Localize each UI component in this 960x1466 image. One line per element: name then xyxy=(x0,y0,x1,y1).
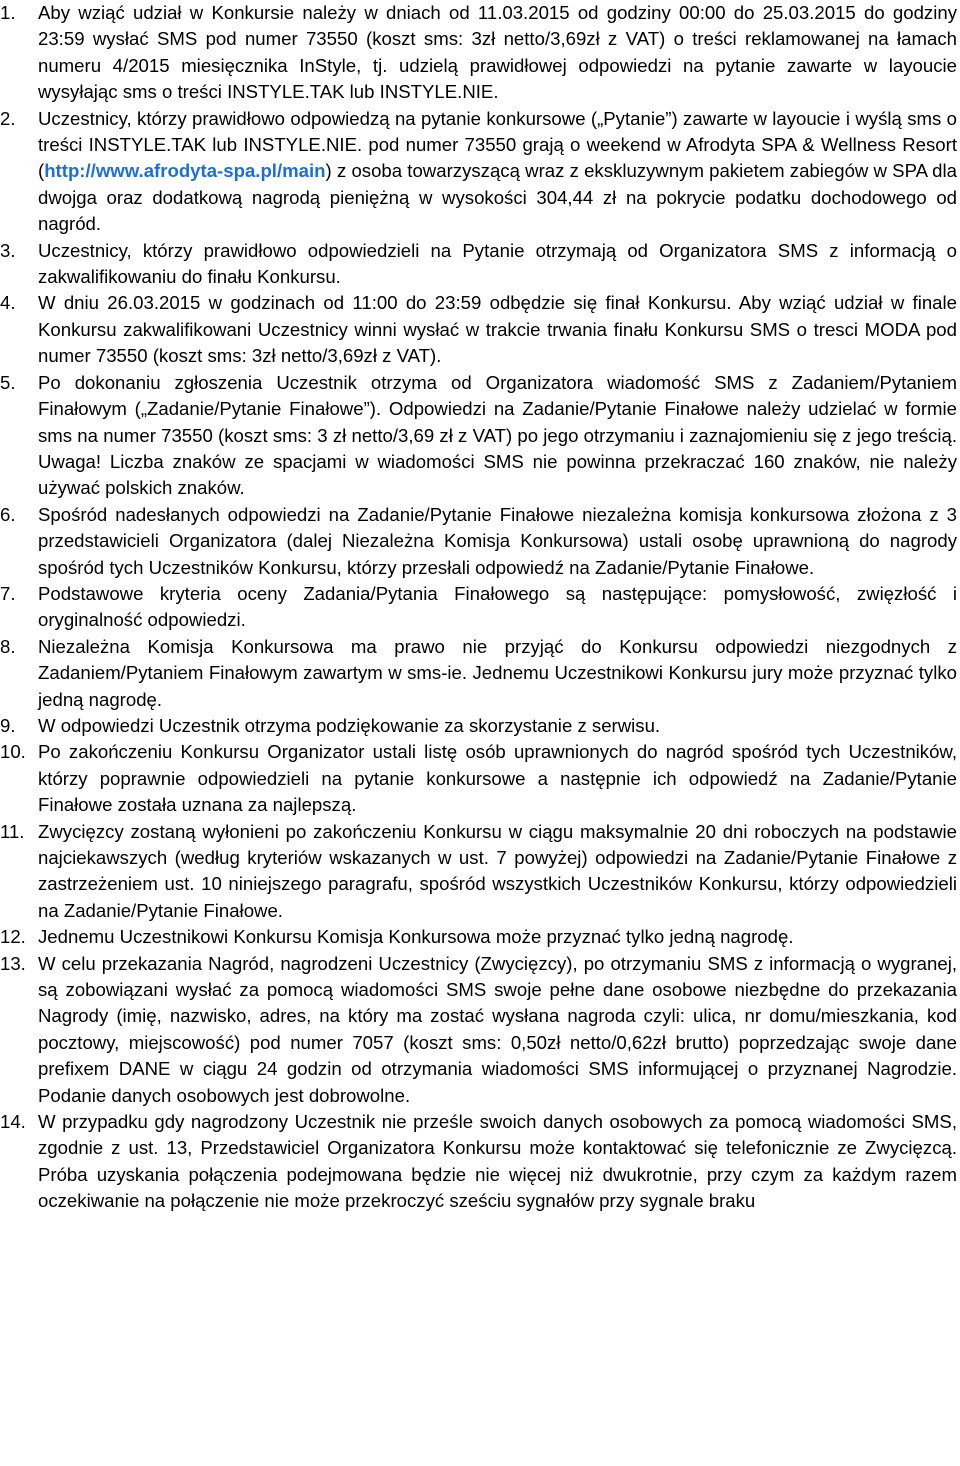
item-number: 14. xyxy=(0,1111,26,1133)
item-text: Po zakończeniu Konkursu Organizator ustali listę osób uprawnionych do nagród spośród tych Uczestników, którzy poprawnie odpowiedzieli na pytanie konkursowe a następnie ich odpowiedź na Zadanie/Pytanie Finałowe została uznana za najlepszą. xyxy=(38,741,957,816)
afrodyta-spa-link[interactable]: http://www.afrodyta-spa.pl/main xyxy=(44,160,326,182)
list-item xyxy=(0,290,957,369)
item-number: 6. xyxy=(0,503,16,525)
list-item xyxy=(0,502,957,581)
list-item xyxy=(0,739,957,818)
item-number: 1. xyxy=(0,2,16,23)
list-item xyxy=(0,238,957,291)
item-number: 8. xyxy=(0,635,16,657)
item-number: 11. xyxy=(0,820,25,842)
list-item xyxy=(0,1109,957,1215)
item-number: 2. xyxy=(0,107,16,129)
item-number: 10. xyxy=(0,741,26,763)
item-number: 5. xyxy=(0,371,16,393)
item-text: Niezależna Komisja Konkursowa ma prawo nie przyjąć do Konkursu odpowiedzi niezgodnych z Zadaniem/Pytaniem Finałowym zawartym w sms-ie. Jednemu Uczestnikowi Konkursu jury może przyznać tylko jedną nagrodę. xyxy=(38,635,957,710)
item-text: Po dokonaniu zgłoszenia Uczestnik otrzyma od Organizatora wiadomość SMS z Zadaniem/Pytaniem Finałowym („Zadanie/Pytanie Finałowe”). Odpowiedzi na Zadanie/Pytanie Finałowe należy udzielać w formie sms na numer 73550 (koszt sms: 3 zł netto/3,69 zł z VAT) po jego otrzymaniu i zaznajomieniu się z jego treścią. Uwaga! Liczba znaków ze spacjami w wiadomości SMS nie powinna przekraczać 160 znaków, nie należy używać polskich znaków. xyxy=(38,371,957,499)
list-item xyxy=(0,713,957,739)
item-text-part: Uczestnicy, którzy prawidłowo odpowiedzą na pytanie konkursowe („Pytanie”) zawarte w layoucie i wyślą sms o treści INSTYLE.TAK lub INSTYLE.NIE. pod numer 73550 grają o weekend w Afrodyta SPA & Wellness Resort ( xyxy=(38,107,957,182)
list-item xyxy=(0,0,957,106)
item-text: W odpowiedzi Uczestnik otrzyma podziękowanie za skorzystanie z serwisu. xyxy=(38,714,661,736)
list-item xyxy=(0,924,957,950)
item-text xyxy=(38,106,957,238)
item-text: Uczestnicy, którzy prawidłowo odpowiedzieli na Pytanie otrzymają od Organizatora SMS z informacją o zakwalifikowaniu do finału Konkursu. xyxy=(38,239,957,288)
list-item xyxy=(0,581,957,634)
item-text: Spośród nadesłanych odpowiedzi na Zadanie/Pytanie Finałowe niezależna komisja konkursowa złożona z 3 przedstawicieli Organizatora (dalej Niezależna Komisja Konkursowa) ustali osobę uprawnioną do nagrody spośród tych Uczestników Konkursu, którzy przesłali odpowiedź na Zadanie/Pytanie Finałowe. xyxy=(38,503,957,578)
item-number: 13. xyxy=(0,952,26,974)
list-item xyxy=(0,819,957,925)
item-number: 9. xyxy=(0,714,16,736)
list-item xyxy=(0,106,957,238)
item-number: 7. xyxy=(0,582,16,604)
item-text: Aby wziąć udział w Konkursie należy w dniach od 11.03.2015 od godziny 00:00 do 25.03.2015 do godziny 23:59 wysłać SMS pod numer 73550 (koszt sms: 3zł netto/3,69zł z VAT) o treści reklamowanej na łamach numeru 4/2015 miesięcznika InStyle, tj. udzielą prawidłowej odpowiedzi na pytanie zawarte w layoucie wysyłając sms o treści INSTYLE.TAK lub INSTYLE.NIE. xyxy=(38,2,957,103)
item-number: 3. xyxy=(0,239,16,261)
list-item xyxy=(0,951,957,1109)
item-text: Zwycięzcy zostaną wyłonieni po zakończeniu Konkursu w ciągu maksymalnie 20 dni roboczych na podstawie najciekawszych (według kryteriów wskazanych w ust. 7 powyżej) odpowiedzi na Zadanie/Pytanie Finałowe z zastrzeżeniem ust. 10 niniejszego paragrafu, spośród wszystkich Uczestników Konkursu, którzy odpowiedzieli na Zadanie/Pytanie Finałowe. xyxy=(38,820,957,921)
item-text: W dniu 26.03.2015 w godzinach od 11:00 do 23:59 odbędzie się finał Konkursu. Aby wziąć udział w finale Konkursu zakwalifikowani Uczestnicy winni wysłać w trakcie trwania finału Konkursu SMS o tresci MODA pod numer 73550 (koszt sms: 3zł netto/3,69zł z VAT). xyxy=(38,292,957,367)
item-text: Jednemu Uczestnikowi Konkursu Komisja Konkursowa może przyznać tylko jedną nagrodę. xyxy=(38,926,794,948)
item-text: W celu przekazania Nagród, nagrodzeni Uczestnicy (Zwycięzcy), po otrzymaniu SMS z informacją o wygranej, są zobowiązani wysłać za pomocą wiadomości SMS swoje pełne dane osobowe niezbędne do przekazania Nagrody (imię, nazwisko, adres, na który ma zostać wysłana nagroda czyli: ulica, nr domu/mieszkania, kod pocztowy, miejscowość) pod numer 7057 (koszt sms: 0,50zł netto/0,62zł brutto) poprzedzając swoje dane prefixem DANE w ciągu 24 godzin od otrzymania wiadomości SMS informującej o przyznanej Nagrodzie. Podanie danych osobowych jest dobrowolne. xyxy=(38,952,957,1106)
item-text: W przypadku gdy nagrodzony Uczestnik nie prześle swoich danych osobowych za pomocą wiadomości SMS, zgodnie z ust. 13, Przedstawiciel Organizatora Konkursu może kontaktować się telefonicznie ze Zwycięzcą. Próba uzyskania połączenia podejmowana będzie nie więcej niż dwukrotnie, przy czym za każdym razem oczekiwanie na połączenie nie może przekroczyć sześciu sygnałów przy sygnale braku xyxy=(38,1111,957,1212)
list-item xyxy=(0,370,957,502)
item-text: Podstawowe kryteria oceny Zadania/Pytania Finałowego są następujące: pomysłowość, zwięzłość i oryginalność odpowiedzi. xyxy=(38,582,957,631)
item-text-part: ) z osoba towarzyszącą wraz z ekskluzywnym pakietem zabiegów w SPA dla dwojga oraz dodatkową nagrodą pieniężną w wysokości 304,44 zł na pokrycie podatku dochodowego od nagród. xyxy=(38,160,957,235)
item-number: 12. xyxy=(0,926,26,948)
item-number: 4. xyxy=(0,292,16,314)
list-item xyxy=(0,634,957,713)
